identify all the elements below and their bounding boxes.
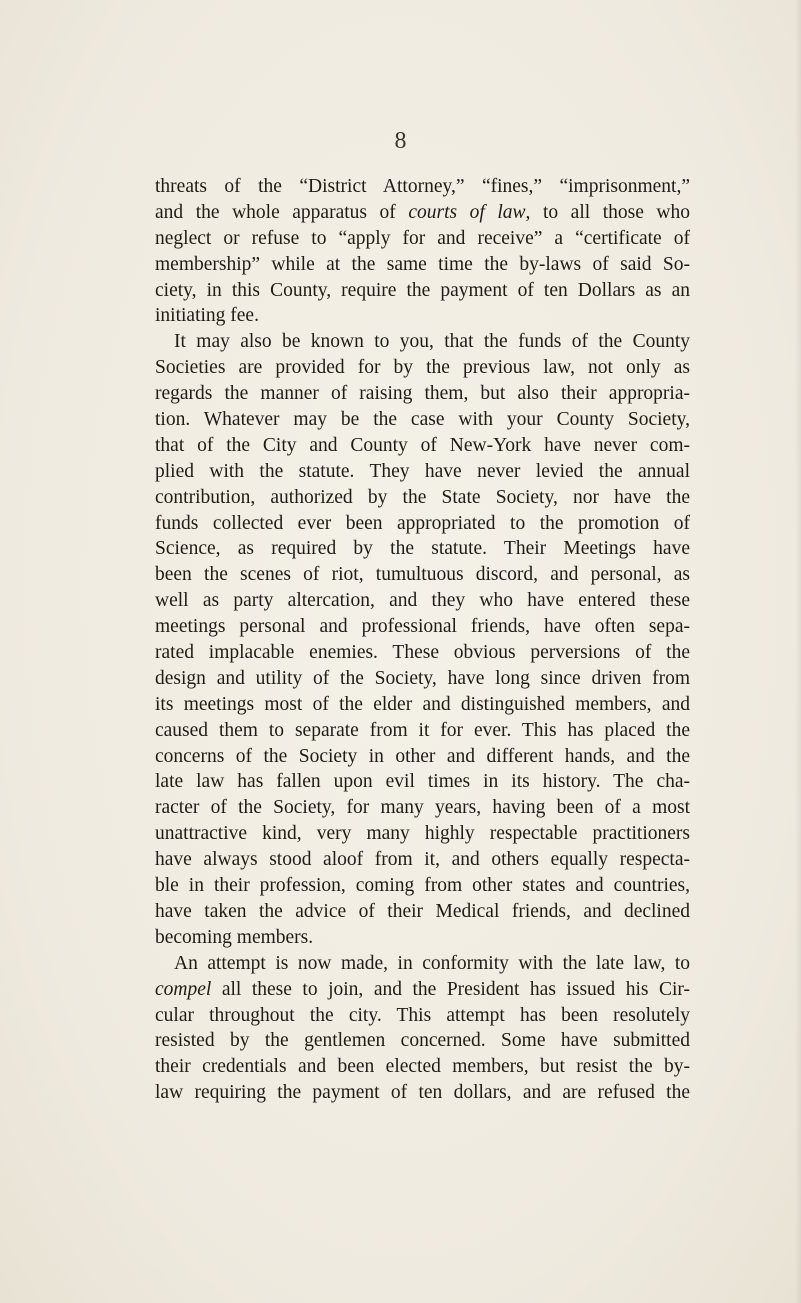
text-line-4: membership” while at the same time the by-laws of said So- [155, 253, 690, 275]
text-line-26: unattractive kind, very many highly respectable practitioners [155, 823, 690, 845]
text-line-25: racter of the Society, for many years, having been of a most [155, 797, 690, 819]
text-line-1: threats of the “District Attorney,” “fines,” “imprisonment,” [155, 176, 690, 197]
text-line-3: neglect or refuse to “apply for and receive” a “certificate of [155, 227, 690, 249]
text-line-36: law requiring the payment of ten dollars, and are refused the [155, 1082, 690, 1104]
text-line-24: late law has fallen upon evil times in its history. The cha- [155, 771, 690, 793]
text-line-6: initiating fee. [155, 305, 259, 327]
text-line-8: Societies are provided for by the previous law, not only as [155, 357, 690, 379]
text-line-18: meetings personal and professional friends, have often sepa- [155, 616, 690, 638]
text-line-29: have taken the advice of their Medical friends, and declined [155, 900, 690, 922]
text-line-16: been the scenes of riot, tumultuous discord, and personal, as [155, 564, 690, 586]
text-line-10: tion. Whatever may be the case with your County Society, [155, 409, 690, 431]
page-number: 8 [394, 128, 407, 154]
text-line-7: It may also be known to you, that the funds of the County [174, 331, 690, 353]
text-line-21: its meetings most of the elder and distinguished members, and [155, 693, 690, 715]
text-line-32-rest: all these to join, and the President has issued his Cir- [211, 978, 690, 1000]
text-line-22: caused them to separate from it for ever. This has placed the [155, 719, 690, 741]
text-line-2-start: and the whole apparatus of [155, 201, 409, 223]
text-line-17: well as party altercation, and they who have entered these [155, 590, 690, 612]
text-line-13: contribution, authorized by the State Society, nor have the [155, 486, 690, 508]
emphasis-courts-of-law: courts of law [408, 201, 526, 223]
text-line-14: funds collected ever been appropriated to the promotion of [155, 512, 690, 534]
text-line-23: concerns of the Society in other and different hands, and the [155, 745, 690, 767]
text-line-32 [155, 977, 690, 1003]
text-line-20: design and utility of the Society, have long since driven from [155, 667, 690, 689]
text-line-9: regards the manner of raising them, but also their appropria- [155, 383, 690, 405]
page-edge-shadow [795, 0, 801, 1303]
text-line-30: becoming members. [155, 926, 314, 948]
text-line-33: cular throughout the city. This attempt has been resolutely [155, 1004, 690, 1026]
text-line-19: rated implacable enemies. These obvious perversions of the [155, 642, 690, 664]
text-line-2-end: , to all those who [525, 201, 691, 223]
text-line-2 [155, 200, 690, 226]
text-line-5: ciety, in this County, require the payment of ten Dollars as an [155, 279, 690, 301]
body-text [155, 174, 690, 1106]
text-line-12: plied with the statute. They have never levied the annual [155, 460, 690, 482]
text-line-31: An attempt is now made, in conformity with the late law, to [174, 952, 690, 974]
text-line-15: Science, as required by the statute. Their Meetings have [155, 538, 690, 560]
text-line-34: resisted by the gentlemen concerned. Some have submitted [155, 1030, 690, 1052]
text-line-11: that of the City and County of New-York have never com- [155, 434, 690, 456]
text-line-28: ble in their profession, coming from other states and countries, [155, 875, 690, 897]
text-line-35: their credentials and been elected members, but resist the by- [155, 1056, 690, 1078]
text-line-27: have always stood aloof from it, and others equally respecta- [155, 849, 690, 871]
emphasis-compel: compel [155, 978, 212, 1000]
